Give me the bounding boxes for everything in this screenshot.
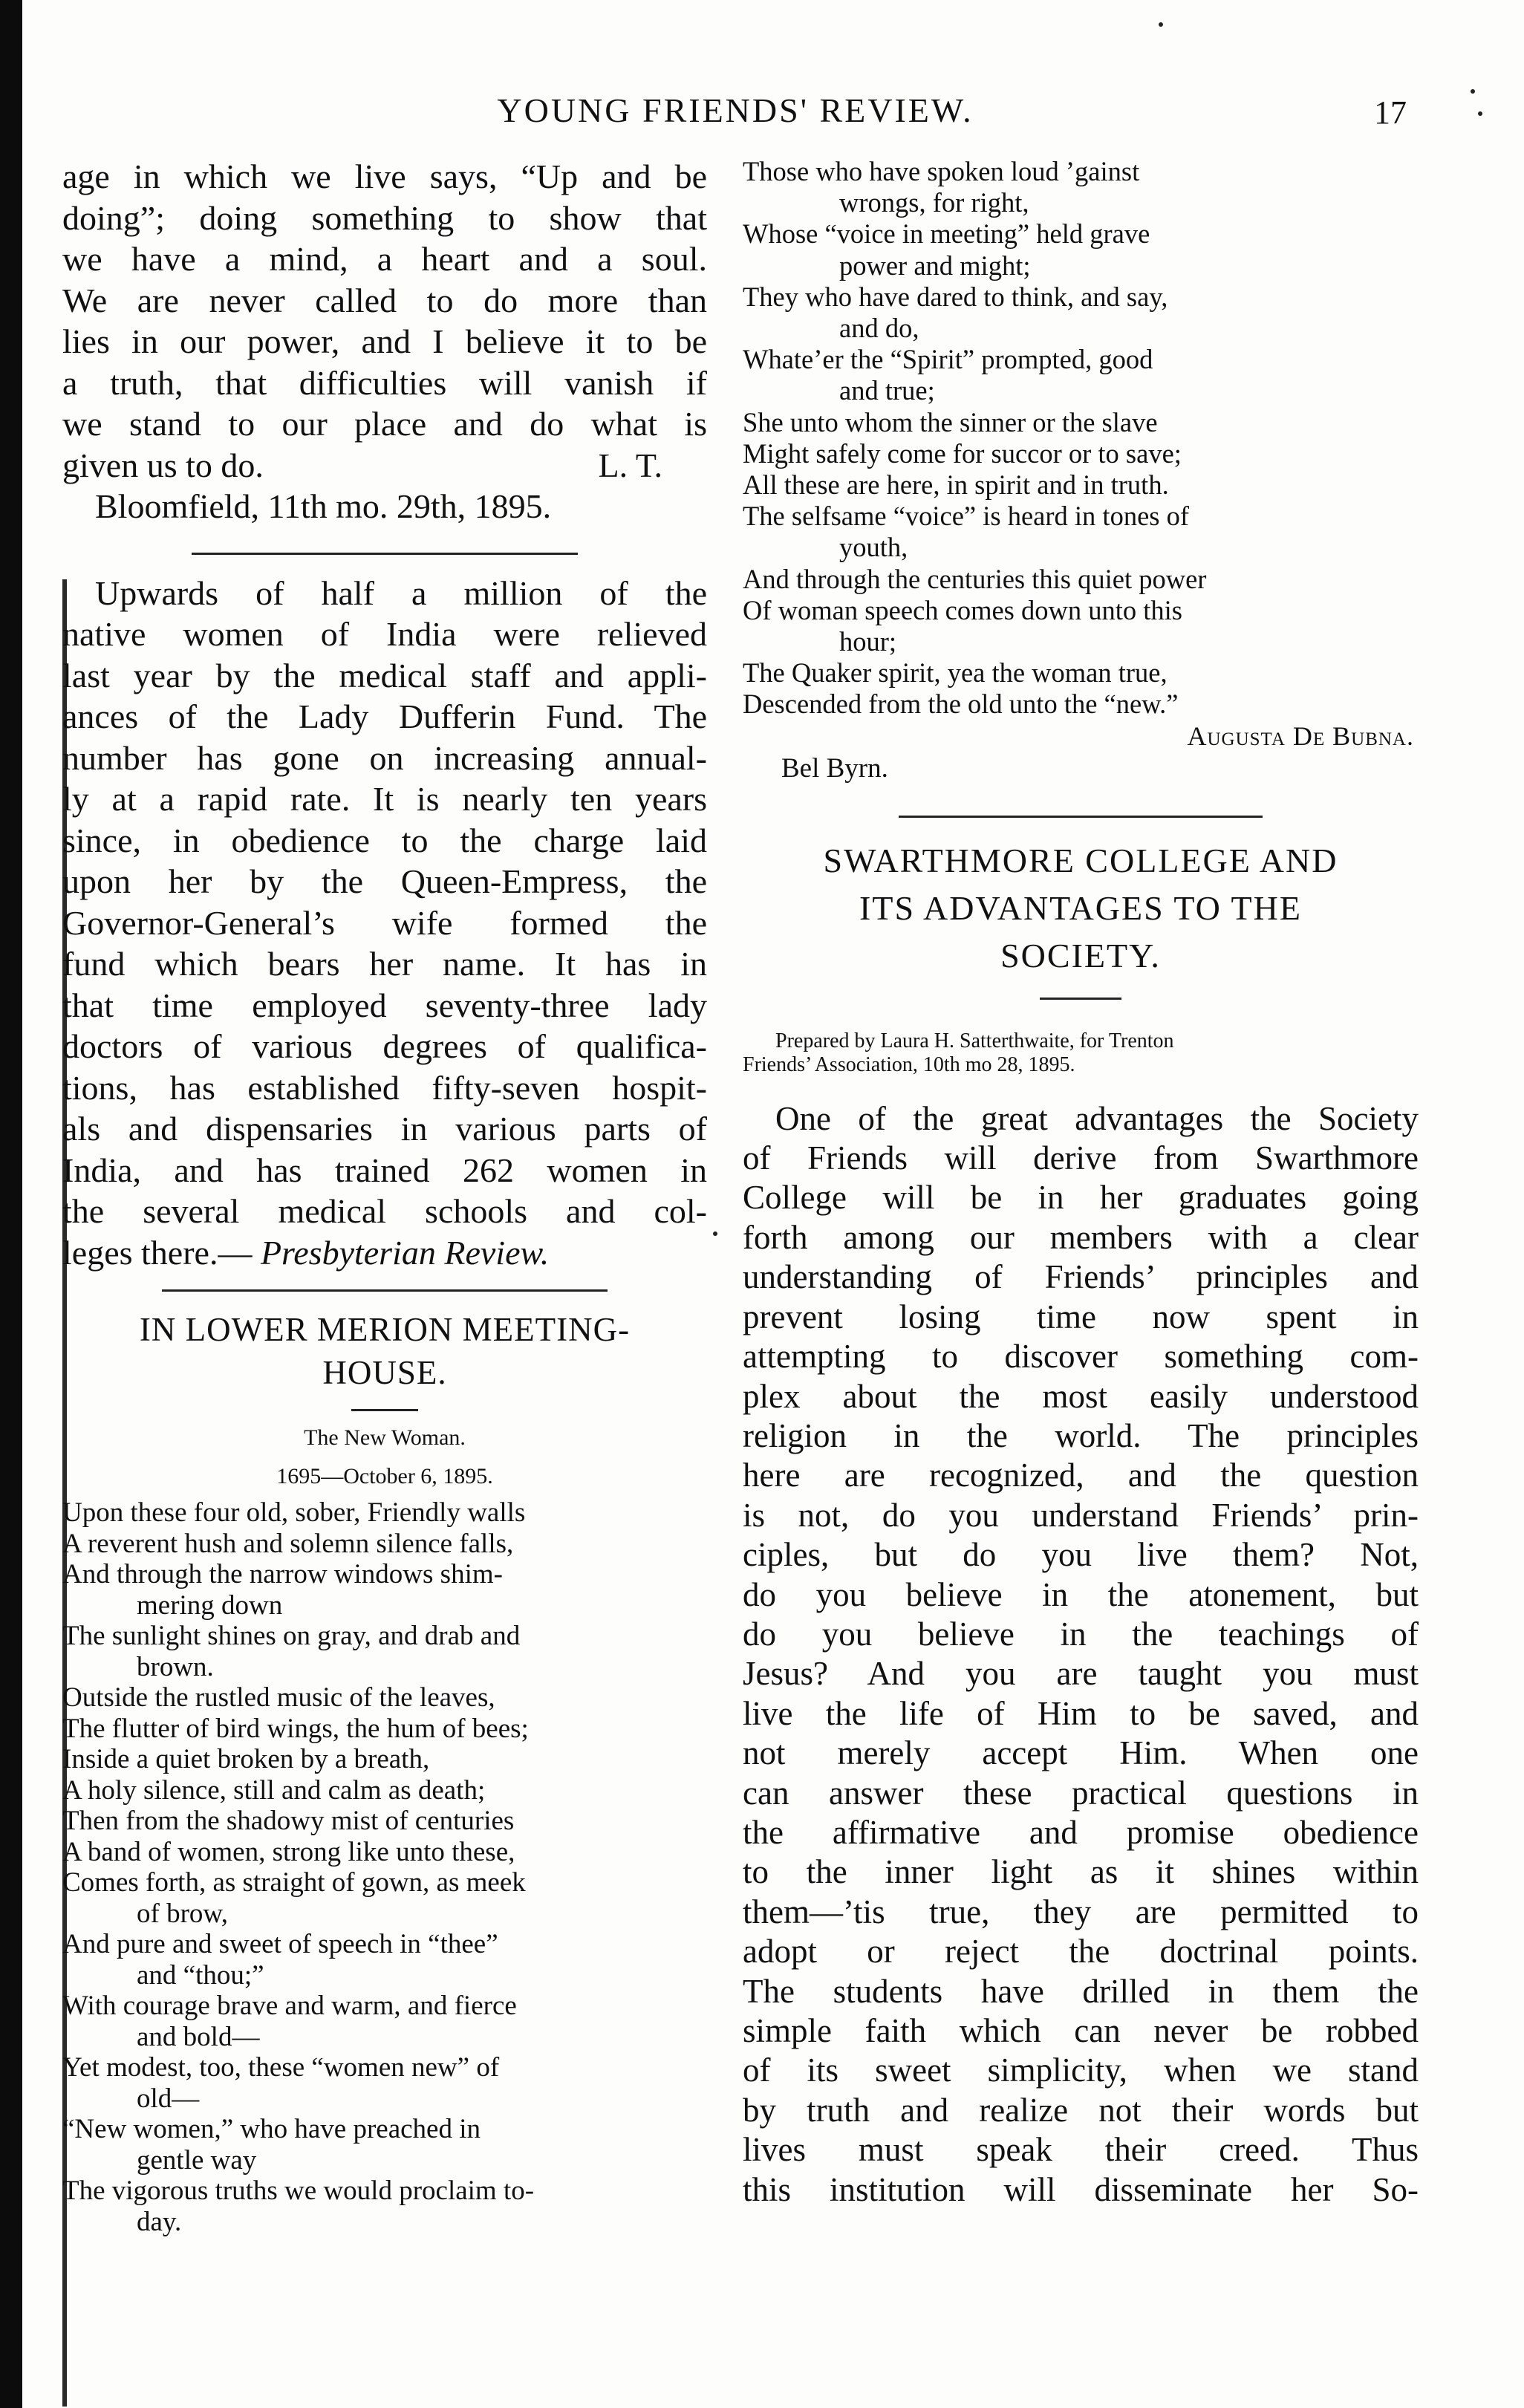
- essay-ending: [62, 156, 707, 527]
- poem-line: Outside the rustled music of the leaves,: [62, 1682, 495, 1713]
- heading-line: IN LOWER MERION MEETING-: [139, 1311, 631, 1348]
- poem-line: power and might;: [839, 250, 1031, 281]
- binding-shadow: [0, 0, 22, 2408]
- article-line: understanding of Friends’ principles and: [743, 1258, 1419, 1296]
- section-rule: [162, 1289, 608, 1292]
- essay-line: we have a mind, a heart and a soul.: [62, 240, 707, 278]
- article-line: to the inner light as it shines within: [743, 1853, 1419, 1891]
- india-item: [62, 573, 707, 1274]
- essay-last-line: [62, 445, 707, 487]
- article-line: do you believe in the teachings of: [743, 1615, 1419, 1653]
- article-credit: [743, 1029, 1419, 1077]
- left-column: [62, 156, 707, 2237]
- poem-line: gentle way: [137, 2144, 257, 2176]
- india-line: India, and has trained 262 women in: [62, 1151, 707, 1189]
- essay-line: a truth, that difficulties will vanish if: [62, 363, 707, 402]
- credit-line: Prepared by Laura H. Satterthwaite, for Trenton: [775, 1029, 1174, 1052]
- poem-line: old—: [137, 2083, 200, 2114]
- india-line: ly at a rapid rate. It is nearly ten years: [62, 780, 707, 818]
- heading-line: HOUSE.: [322, 1354, 447, 1391]
- short-rule: [1040, 998, 1121, 1000]
- article-line: plex about the most easily understood: [743, 1377, 1419, 1415]
- poem-line: mering down: [137, 1589, 283, 1621]
- poem-line: Inside a quiet broken by a breath,: [62, 1744, 430, 1774]
- running-head: YOUNG FRIENDS' REVIEW.: [497, 91, 974, 129]
- swarthmore-heading: [743, 837, 1419, 980]
- india-line: fund which bears her name. It has in: [62, 945, 707, 983]
- poem-line: The flutter of bird wings, the hum of bees;: [62, 1713, 529, 1744]
- article-line: live the life of Him to be saved, and: [743, 1694, 1419, 1732]
- poem-continuation: [743, 156, 1419, 720]
- poem-line: Upon these four old, sober, Friendly walls: [62, 1497, 526, 1528]
- poem-line: Might safely come for succor or to save;: [743, 437, 1182, 469]
- poem-author: Augusta De Bubna.: [1187, 720, 1414, 751]
- heading-line: SWARTHMORE COLLEGE AND: [823, 841, 1338, 879]
- india-line: since, in obedience to the charge laid: [62, 821, 707, 859]
- india-line: doctors of various degrees of qualifica-: [62, 1027, 707, 1065]
- india-line: leges there.—: [62, 1233, 253, 1272]
- poem-line: She unto whom the sinner or the slave: [743, 406, 1158, 437]
- india-line: native women of India were relieved: [62, 615, 707, 653]
- india-line: that time employed seventy-three lady: [62, 986, 707, 1024]
- scan-speck: [1478, 111, 1482, 116]
- poem-line: wrongs, for right,: [839, 187, 1029, 218]
- poem-line: The vigorous truths we would proclaim to-: [62, 2176, 535, 2206]
- india-line: last year by the medical staff and appli-: [62, 656, 707, 694]
- india-line: als and dispensaries in various parts of: [62, 1110, 707, 1148]
- swarthmore-article-body: [743, 1099, 1419, 2210]
- poem-line: and bold—: [137, 2021, 260, 2052]
- poem-line: The selfsame “voice” is heard in tones of: [743, 501, 1190, 532]
- essay-line: age in which we live says, “Up and be: [62, 157, 707, 195]
- article-line: is not, do you understand Friends’ prin-: [743, 1496, 1419, 1534]
- essay-line: lies in our power, and I believe it to be: [62, 322, 707, 360]
- essay-dateline: Bloomfield, 11th mo. 29th, 1895.: [95, 487, 552, 525]
- article-line: lives must speak their creed. Thus: [743, 2131, 1419, 2169]
- poem-line: and true;: [839, 375, 935, 406]
- article-line: them—’tis true, they are permitted to: [743, 1893, 1419, 1930]
- poem-line: Comes forth, as straight of gown, as meek: [62, 1867, 526, 1898]
- poem-line: A holy silence, still and calm as death;: [62, 1774, 486, 1806]
- india-last-line: [62, 1232, 707, 1274]
- india-line: number has gone on increasing annual-: [62, 738, 707, 777]
- poem-line: Those who have spoken loud ’gainst: [743, 156, 1140, 186]
- article-line: forth among our members with a clear: [743, 1218, 1419, 1256]
- article-line: by truth and realize not their words but: [743, 2091, 1419, 2129]
- poem-line: and “thou;”: [137, 1959, 264, 1991]
- india-source: Presbyterian Review.: [260, 1233, 550, 1272]
- article-line: Jesus? And you are taught you must: [743, 1655, 1419, 1693]
- india-line: upon her by the Queen-Empress, the: [62, 862, 707, 900]
- india-line: Upwards of half a million of the: [95, 573, 707, 612]
- poem-line: All these are here, in spirit and in truth.: [743, 469, 1169, 501]
- heading-line: SOCIETY.: [1000, 936, 1161, 974]
- essay-line: We are never called to do more than: [62, 281, 707, 319]
- article-line: here are recognized, and the question: [743, 1457, 1419, 1494]
- heading-line: ITS ADVANTAGES TO THE: [859, 888, 1302, 927]
- article-line: can answer these practical questions in: [743, 1774, 1419, 1812]
- poem-line: They who have dared to think, and say,: [743, 281, 1168, 312]
- poem-line: Whate’er the “Spirit” prompted, good: [743, 344, 1153, 375]
- essay-line: doing”; doing something to show that: [62, 198, 707, 237]
- article-line: One of the great advantages the Society: [775, 1099, 1419, 1137]
- india-line: tions, has established fifty-seven hospit-: [62, 1068, 707, 1107]
- right-column: [743, 156, 1419, 2210]
- poem-line: hour;: [839, 626, 897, 657]
- poem-line: A band of women, strong like unto these,: [62, 1836, 515, 1867]
- article-line: this institution will disseminate her So-: [743, 2170, 1419, 2208]
- poem-line: and do,: [839, 313, 919, 344]
- poem-line: Then from the shadowy mist of centuries: [62, 1806, 515, 1836]
- scan-speck: [713, 1231, 717, 1236]
- essay-signature: L. T.: [598, 446, 662, 484]
- article-line: the affirmative and promise obedience: [743, 1813, 1419, 1851]
- poem-line: The sunlight shines on gray, and drab and: [62, 1621, 521, 1651]
- article-line: adopt or reject the doctrinal points.: [743, 1933, 1419, 1971]
- article-line: attempting to discover something com-: [743, 1338, 1419, 1376]
- section-rule: [899, 816, 1263, 818]
- poem-line: A reverent hush and solemn silence falls,: [62, 1528, 514, 1559]
- poem-date: 1695—October 6, 1895.: [276, 1464, 493, 1488]
- article-line: not merely accept Him. When one: [743, 1734, 1419, 1772]
- page-number: 17: [1374, 94, 1407, 131]
- scan-speck: [1471, 89, 1475, 94]
- india-line: Governor-General’s wife formed the: [62, 903, 707, 942]
- poem-line: And through the narrow windows shim-: [62, 1559, 503, 1589]
- poem-line: Yet modest, too, these “women new” of: [62, 2052, 500, 2083]
- poem-line: day.: [137, 2206, 182, 2237]
- article-line: of Friends will derive from Swarthmore: [743, 1139, 1419, 1177]
- article-line: do you believe in the atonement, but: [743, 1575, 1419, 1613]
- poem-line: Descended from the old unto the “new.”: [743, 689, 1179, 720]
- poem-line: And through the centuries this quiet power: [743, 563, 1207, 594]
- credit-line: Friends’ Association, 10th mo 28, 1895.: [743, 1052, 1075, 1076]
- poem-the-new-woman: [62, 1497, 707, 2237]
- scan-speck: [1159, 22, 1163, 27]
- poem-title: The New Woman.: [304, 1425, 466, 1450]
- poem-line: Of woman speech comes down unto this: [743, 594, 1183, 625]
- india-line: the several medical schools and col-: [62, 1192, 707, 1230]
- india-line: ances of the Lady Dufferin Fund. The: [62, 697, 707, 735]
- essay-line: we stand to our place and do what is: [62, 405, 707, 443]
- essay-line: given us to do.: [62, 446, 264, 484]
- article-line: College will be in her graduates going: [743, 1179, 1419, 1217]
- poem-line: Whose “voice in meeting” held grave: [743, 218, 1150, 250]
- article-line: simple faith which can never be robbed: [743, 2012, 1419, 2049]
- poem-line: “New women,” who have preached in: [62, 2114, 481, 2144]
- poem-line: of brow,: [137, 1898, 228, 1929]
- poem-place: Bel Byrn.: [781, 752, 888, 784]
- article-line: religion in the world. The principles: [743, 1416, 1419, 1454]
- poem-line: And pure and sweet of speech in “thee”: [62, 1929, 498, 1959]
- article-line: ciples, but do you live them? Not,: [743, 1536, 1419, 1574]
- poem-line: With courage brave and warm, and fierce: [62, 1991, 517, 2021]
- article-line: The students have drilled in them the: [743, 1972, 1419, 2010]
- article-line: of its sweet simplicity, when we stand: [743, 2051, 1419, 2089]
- poem-line: The Quaker spirit, yea the woman true,: [743, 657, 1168, 689]
- poem-line: youth,: [839, 532, 908, 563]
- poem-line: brown.: [137, 1651, 214, 1682]
- meeting-house-heading: [62, 1308, 707, 1394]
- section-rule: [192, 553, 578, 555]
- article-line: prevent losing time now spent in: [743, 1298, 1419, 1335]
- short-rule: [351, 1409, 418, 1411]
